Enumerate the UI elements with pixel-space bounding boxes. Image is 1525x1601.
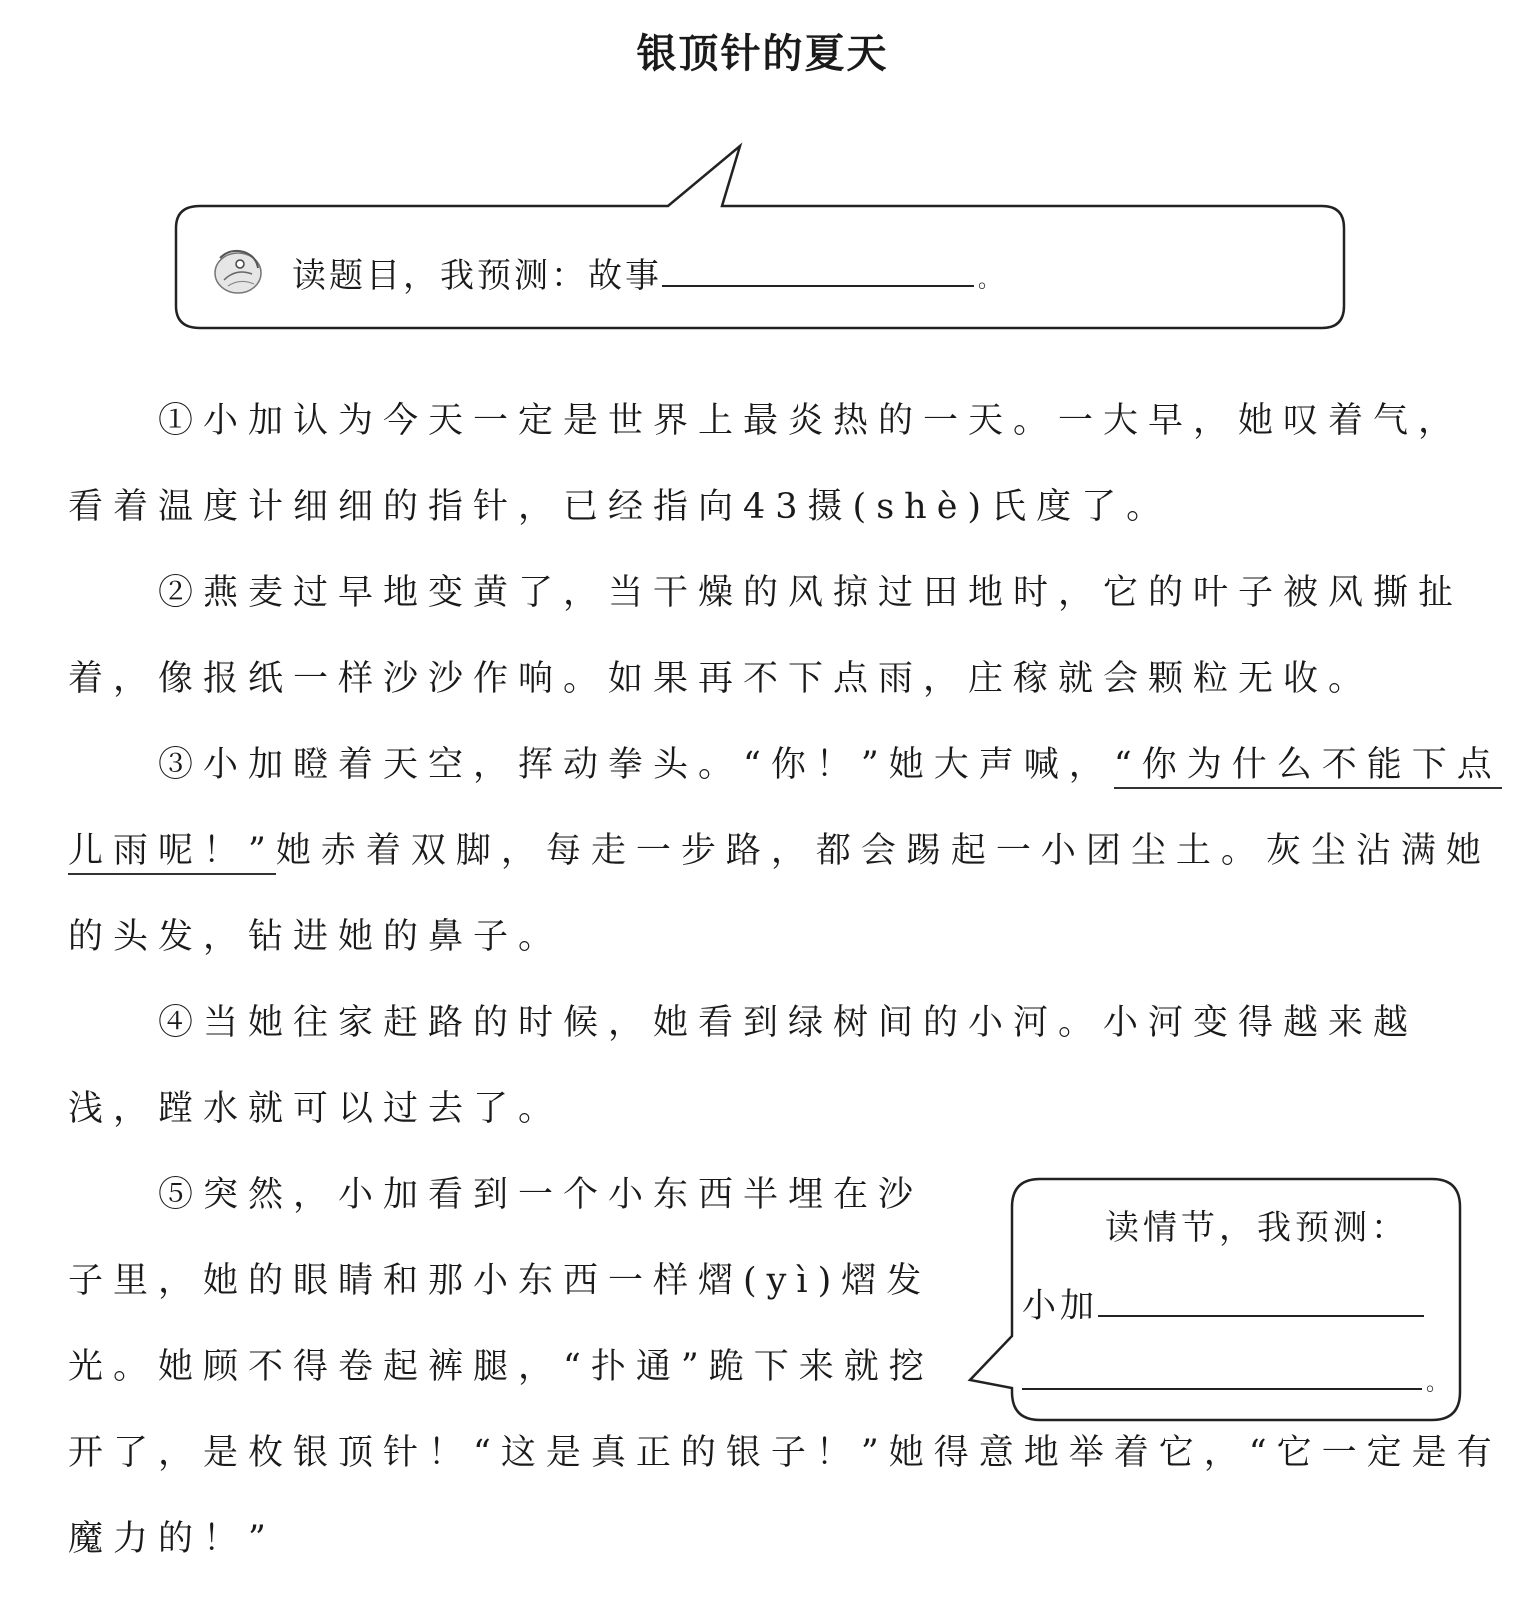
plot-prediction-blank-2[interactable] (1022, 1358, 1422, 1390)
paragraph-text: 当她往家赶路的时候，她看到绿树间的小河。小河变得越来越 (203, 1003, 1419, 1043)
owl-icon (210, 246, 266, 296)
paragraph-number: ⑤ (158, 1175, 204, 1215)
underlined-quote: 儿雨呢！” (68, 831, 276, 875)
paragraph-text: 小加认为今天一定是世界上最炎热的一天。一大早，她叹着气， (203, 401, 1464, 441)
story-title: 银顶针的夏天 (636, 31, 889, 77)
story-prediction-blank[interactable] (662, 251, 974, 287)
paragraph-text: 小加瞪着天空，挥动拳头。“你！”她大声喊， (203, 745, 1114, 785)
plot-prediction-line-1 (1022, 1278, 1424, 1327)
title-prediction (292, 248, 1003, 297)
title-prediction-bubble (176, 146, 1344, 328)
paragraph-4-line-1 (158, 980, 1418, 1066)
paragraph-number: ① (158, 401, 204, 441)
paragraph-1-line-1 (158, 378, 1463, 464)
paragraph-number: ④ (158, 1003, 204, 1043)
plot-prediction-blank-1[interactable] (1098, 1281, 1424, 1317)
title-prediction-prompt: 读题目，我预测：故事 (292, 256, 662, 296)
paragraph-number: ② (158, 573, 204, 613)
paragraph-5-line-4: 开了，是枚银顶针！“这是真正的银子！”她得意地举着它，“它一定是有 (68, 1433, 1502, 1473)
plot-prediction-title: 读情节，我预测： (1105, 1208, 1409, 1248)
paragraph-5-line-5: 魔力的！” (68, 1519, 276, 1559)
underlined-quote: “你为什么不能下点 (1114, 745, 1502, 789)
paragraph-number: ③ (158, 745, 204, 785)
paragraph-5-line-3: 光。她顾不得卷起裤腿，“扑通”跪下来就挖 (68, 1347, 934, 1387)
paragraph-3-line-2 (68, 808, 1491, 894)
paragraph-3-line-1 (158, 722, 1502, 808)
plot-prediction-end-mark: 。 (1426, 1371, 1449, 1396)
paragraph-4-line-2: 浅，蹚水就可以过去了。 (68, 1089, 564, 1129)
paragraph-text: 突然，小加看到一个小东西半埋在沙 (203, 1175, 924, 1215)
paragraph-text: 她赤着双脚，每走一步路，都会踢起一小团尘土。灰尘沾满她 (275, 831, 1491, 871)
paragraph-5-line-2: 子里，她的眼睛和那小东西一样熠(yì)熠发 (68, 1261, 932, 1301)
paragraph-1-line-2: 看着温度计细细的指针，已经指向43摄(shè)氏度了。 (68, 487, 1172, 527)
paragraph-5-line-1 (158, 1152, 923, 1238)
plot-prediction-subject: 小加 (1022, 1286, 1098, 1326)
paragraph-2-line-1 (158, 550, 1463, 636)
plot-prediction-line-2 (1022, 1358, 1448, 1397)
title-prediction-end-mark: 。 (978, 268, 1004, 293)
paragraph-3-line-3: 的头发，钻进她的鼻子。 (68, 917, 564, 957)
paragraph-text: 燕麦过早地变黄了，当干燥的风掠过田地时，它的叶子被风撕扯 (203, 573, 1464, 613)
paragraph-2-line-2: 着，像报纸一样沙沙作响。如果再不下点雨，庄稼就会颗粒无收。 (68, 659, 1374, 699)
